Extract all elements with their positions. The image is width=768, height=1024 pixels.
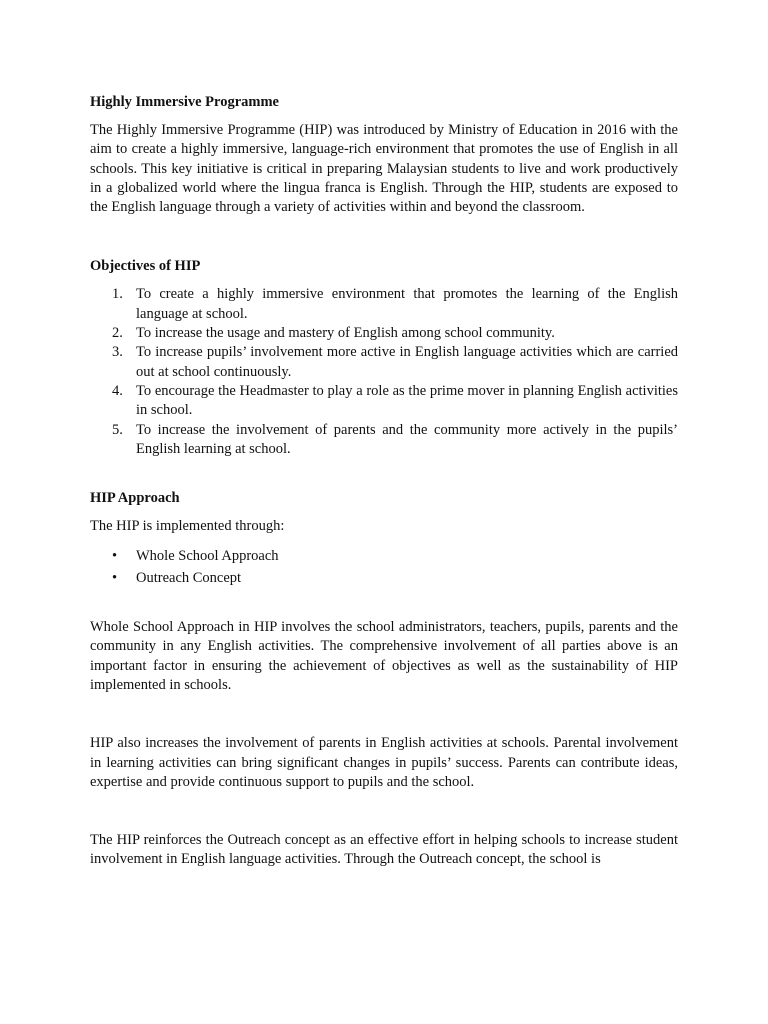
list-item-text: To increase pupils’ involvement more active in English language activities which are carried out at school continuously.	[136, 344, 678, 380]
section-heading-objectives: Objectives of HIP	[90, 258, 201, 275]
list-item-text: To encourage the Headmaster to play a role as the prime mover in planning English activities in school.	[136, 382, 678, 419]
bullet-item-text: Outreach Concept	[136, 569, 242, 586]
bullet-item	[90, 569, 678, 588]
bullet-item-text: Whole School Approach	[136, 548, 279, 565]
approach-bullet-list	[90, 547, 678, 588]
list-item	[90, 421, 678, 460]
list-item-text: To create a highly immersive environment that promotes the learning of the English language at school.	[136, 286, 678, 322]
approach-intro-paragraph: The HIP is implemented through:	[90, 518, 285, 535]
outreach-paragraph: The HIP reinforces the Outreach concept as an effective effort in helping schools to increase student involvement in English language activities. Through the Outreach concept, the school is	[90, 832, 678, 868]
list-item-text: To increase the involvement of parents and the community more actively in the pupils’ English learning at school.	[136, 421, 678, 457]
list-item-number: 5.	[112, 421, 123, 438]
parents-paragraph: HIP also increases the involvement of parents in English activities at schools. Parental involvement in learning activities can bring significant changes in pupils’ success. Parents can contribute ideas, expertise and provide continuous support to pupils and the school.	[90, 735, 678, 790]
bullet-icon: •	[112, 569, 118, 586]
bullet-icon: •	[112, 548, 118, 565]
section-heading-approach: HIP Approach	[90, 490, 180, 507]
whole-school-paragraph: Whole School Approach in HIP involves the school administrators, teachers, pupils, parents and the community in any English activities. The comprehensive involvement of all parties above is an important factor in ensuring the achievement of objectives as well as the sustainability of HIP implemented in schools.	[90, 619, 678, 693]
list-item-number: 1.	[112, 286, 123, 303]
list-item-text: To increase the usage and mastery of English among school community.	[136, 325, 555, 342]
list-item-number: 4.	[112, 382, 123, 399]
intro-paragraph: The Highly Immersive Programme (HIP) was introduced by Ministry of Education in 2016 with the aim to create a highly immersive, language-rich environment that promotes the use of English in all schools. This key initiative is critical in preparing Malaysian students to live and work productively in a globalized world where the lingua franca is English. Through the HIP, students are exposed to the English language through a variety of activities within and beyond the classroom.	[90, 122, 678, 216]
list-item-number: 2.	[112, 325, 123, 342]
objectives-list	[90, 285, 678, 459]
list-item	[90, 382, 678, 421]
bullet-item	[90, 547, 678, 566]
list-item	[90, 285, 678, 324]
list-item-number: 3.	[112, 344, 123, 361]
section-heading-hip: Highly Immersive Programme	[90, 94, 279, 110]
list-item	[90, 324, 678, 343]
list-item	[90, 343, 678, 382]
